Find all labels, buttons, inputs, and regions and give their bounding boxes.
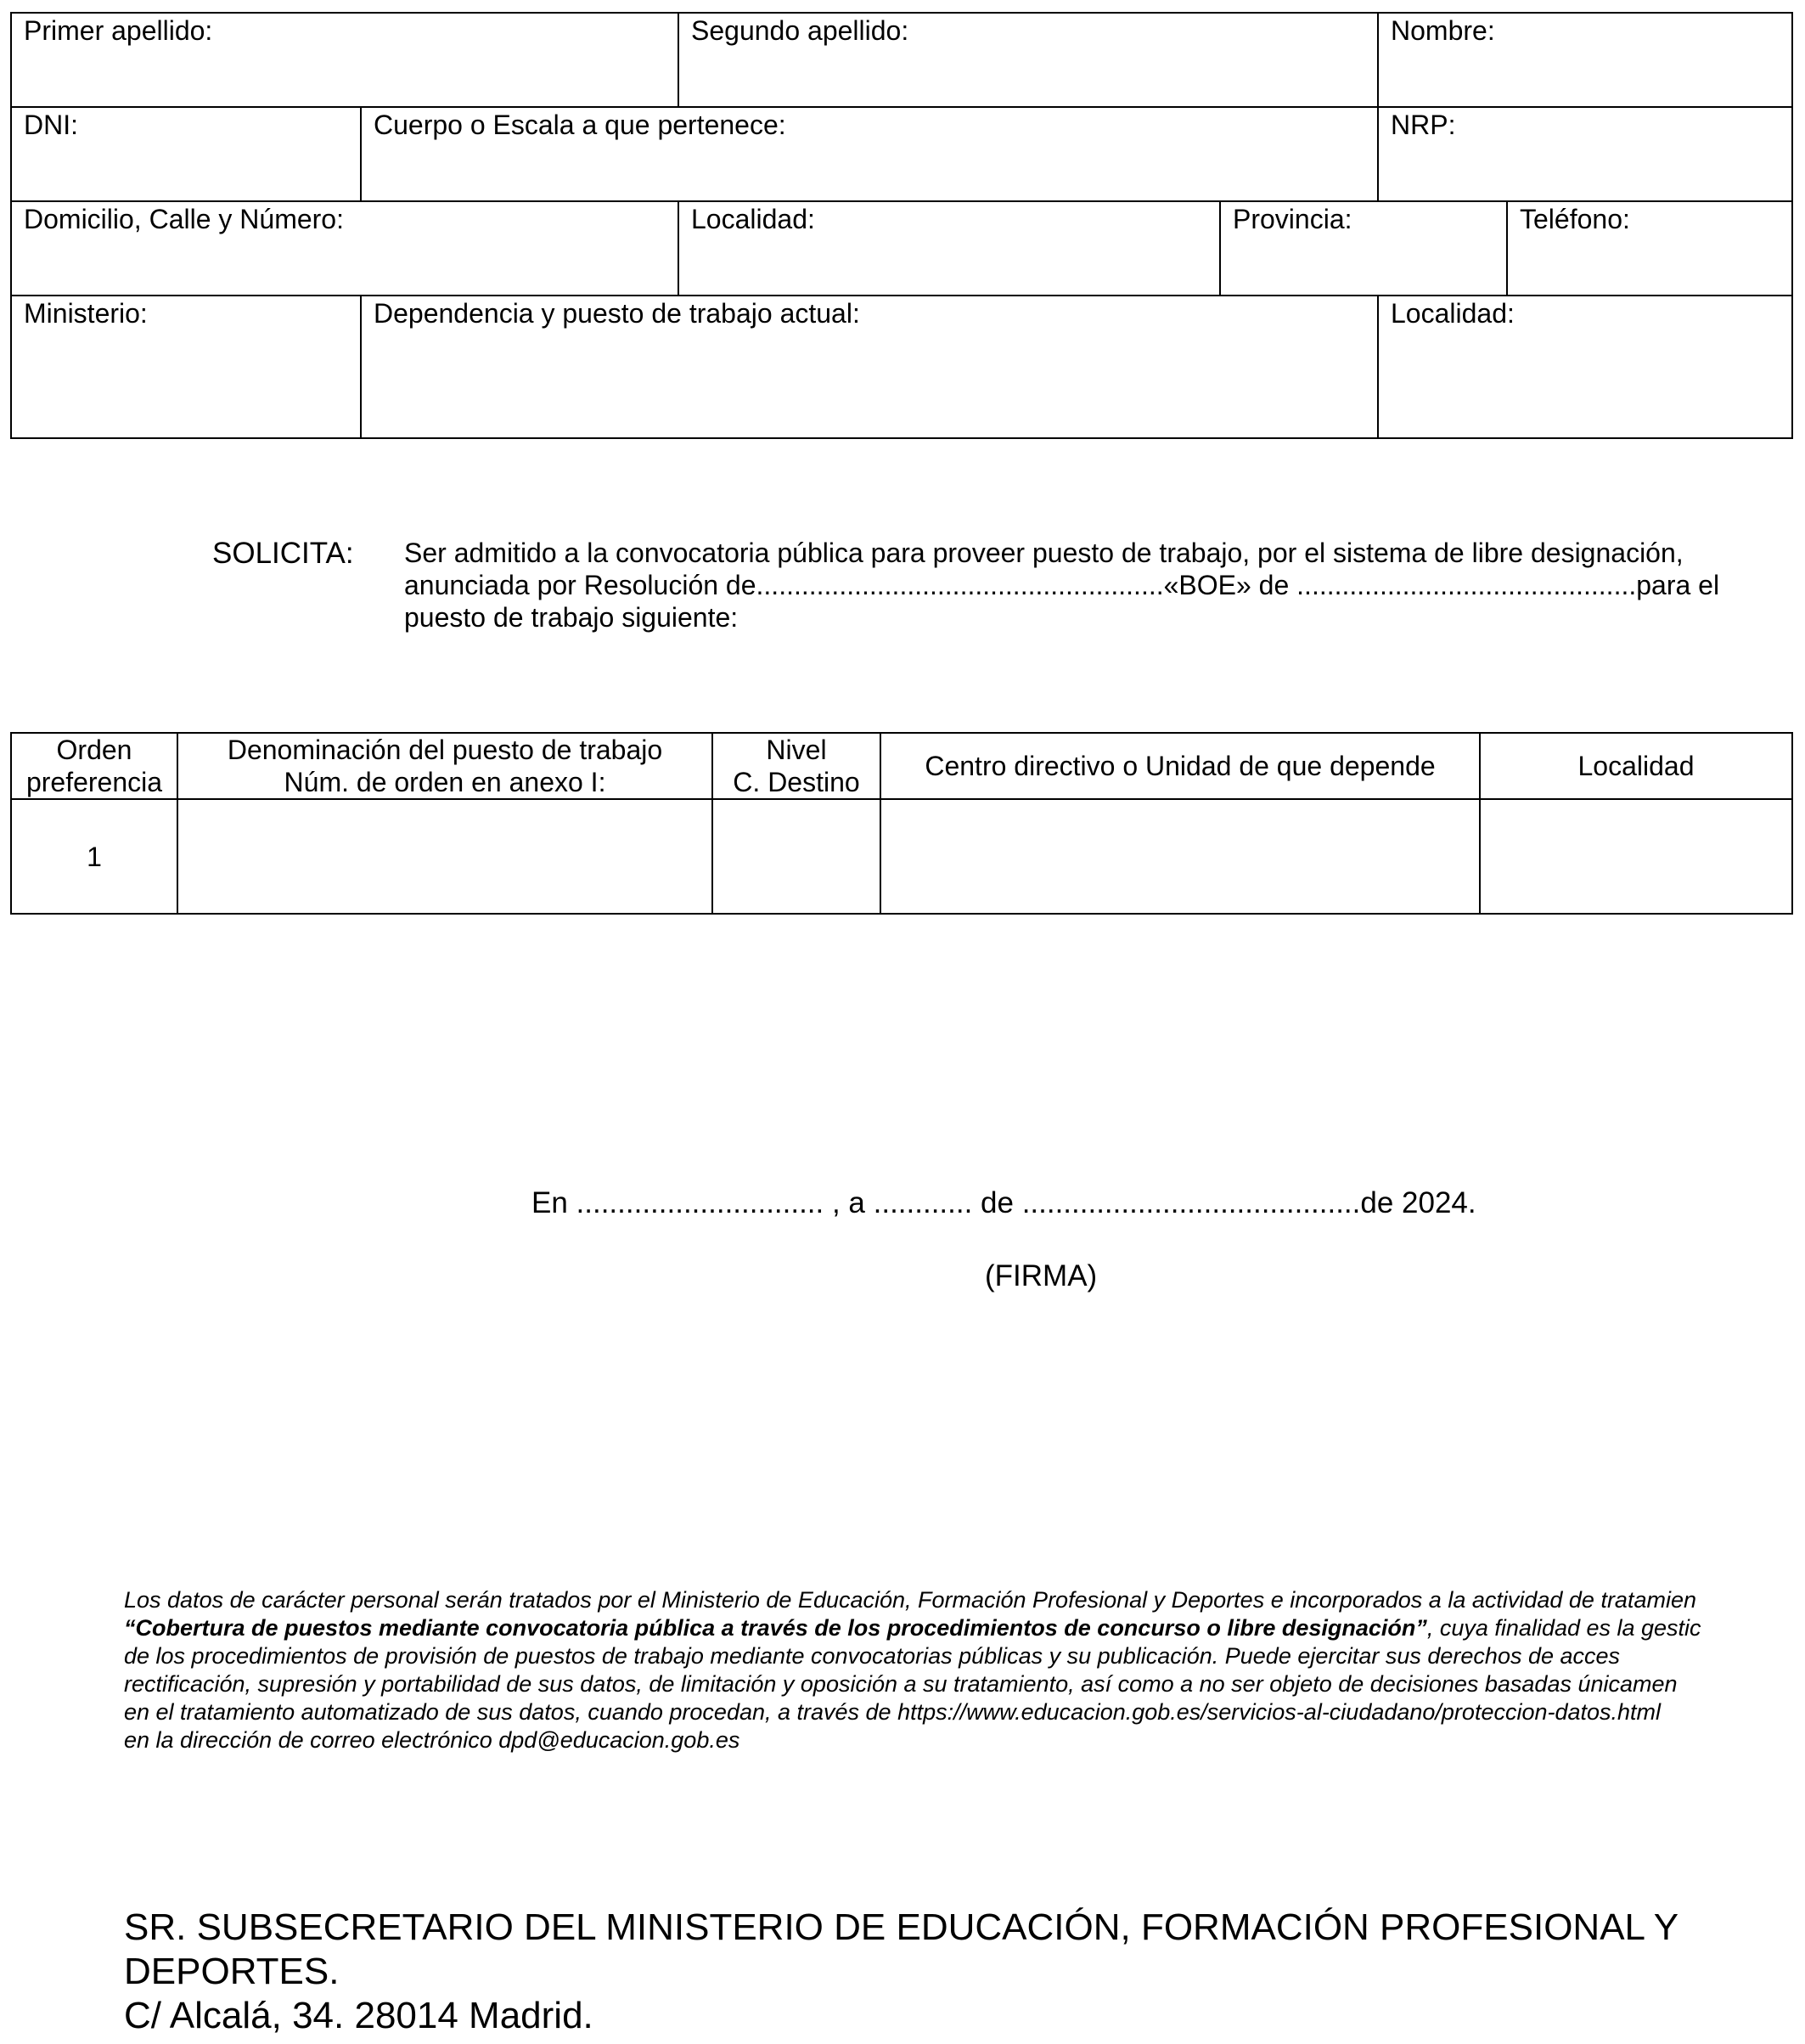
privacy-activity-name: “Cobertura de puestos mediante convocatoria pública a través de los procedimientos de concurso o libre designación” (124, 1615, 1427, 1641)
cuerpo-escala-label: Cuerpo o Escala a que pertenece: (374, 110, 786, 140)
domicilio-field[interactable] (10, 200, 679, 296)
telefono-field[interactable] (1506, 200, 1793, 296)
header-orden (10, 732, 178, 800)
header-orden-line-1: Orden (56, 735, 132, 765)
dni-label: DNI: (24, 110, 78, 140)
solicita-line-3: puesto de trabajo siguiente: (404, 602, 739, 633)
table-row-denominacion-cell[interactable] (177, 798, 713, 915)
privacy-line-3: de los procedimientos de provisión de puestos de trabajo mediante convocatorias públicas y su publicación. Puede ejercitar sus derechos de acces (124, 1643, 1621, 1669)
nrp-field[interactable] (1377, 106, 1793, 202)
header-nivel-line-2: C. Destino (733, 767, 860, 797)
solicita-line-2: anunciada por Resolución de......................................................«BOE» de .............................................para el (404, 570, 1720, 600)
privacy-line-5: en el tratamiento automatizado de sus datos, cuando procedan, a través de https://www.educacion.gob.es/servicios-al-ciudadano/proteccion-datos.html (124, 1699, 1662, 1725)
header-centro-directivo-text: Centro directivo o Unidad de que depende (925, 751, 1436, 781)
privacy-notice (124, 1586, 1805, 1754)
ministerio-field[interactable] (10, 295, 362, 439)
table-row-orden-cell[interactable] (10, 798, 178, 915)
localidad-actual-label: Localidad: (1391, 298, 1515, 329)
solicita-line-1: Ser admitido a la convocatoria pública para proveer puesto de trabajo, por el sistema de libre designación, (404, 538, 1684, 568)
privacy-line-6: en la dirección de correo electrónico dpd@educacion.gob.es (124, 1727, 740, 1753)
dependencia-field[interactable] (360, 295, 1379, 439)
header-orden-line-2: preferencia (25, 767, 163, 797)
telefono-label: Teléfono: (1520, 204, 1630, 234)
segundo-apellido-field[interactable] (678, 12, 1379, 108)
primer-apellido-field[interactable] (10, 12, 679, 108)
localidad-label: Localidad: (691, 204, 815, 234)
nombre-field[interactable] (1377, 12, 1793, 108)
solicita-text (404, 537, 1778, 633)
row-orden-value: 1 (87, 841, 102, 872)
ministerio-label: Ministerio: (24, 298, 148, 329)
localidad-actual-field[interactable] (1377, 295, 1793, 439)
fecha-line: En .............................. , a ............ de .........................................de 2024. (531, 1186, 1476, 1219)
header-localidad (1479, 732, 1793, 800)
header-nivel (711, 732, 881, 800)
addressee-line-2: DEPORTES. (124, 1951, 340, 1992)
header-centro-directivo (880, 732, 1481, 800)
domicilio-label: Domicilio, Calle y Número: (24, 204, 344, 234)
privacy-line-2 (124, 1614, 1805, 1642)
table-row-nivel-cell[interactable] (711, 798, 881, 915)
segundo-apellido-label: Segundo apellido: (691, 15, 909, 46)
provincia-field[interactable] (1219, 200, 1508, 296)
nombre-label: Nombre: (1391, 15, 1495, 46)
privacy-line-2-rest: , cuya finalidad es la gestic (1426, 1615, 1701, 1641)
localidad-field[interactable] (678, 200, 1221, 296)
privacy-line-1: Los datos de carácter personal serán tratados por el Ministerio de Educación, Formación Profesional y Deportes e incorporados a la actividad de tratamien (124, 1587, 1696, 1613)
cuerpo-escala-field[interactable] (360, 106, 1379, 202)
addressee-line-3: C/ Alcalá, 34. 28014 Madrid. (124, 1995, 593, 2036)
table-row-localidad-cell[interactable] (1479, 798, 1793, 915)
nrp-label: NRP: (1391, 110, 1456, 140)
header-localidad-text: Localidad (1577, 751, 1695, 781)
table-row-centro-cell[interactable] (880, 798, 1481, 915)
addressee-line-1: SR. SUBSECRETARIO DEL MINISTERIO DE EDUCACIÓN, FORMACIÓN PROFESIONAL Y (124, 1906, 1679, 1948)
header-denominacion-line-1: Denominación del puesto de trabajo (227, 735, 663, 765)
firma-label: (FIRMA) (985, 1259, 1098, 1292)
header-denominacion-line-2: Núm. de orden en anexo I: (284, 767, 606, 797)
dependencia-label: Dependencia y puesto de trabajo actual: (374, 298, 860, 329)
solicita-label: SOLICITA: (212, 537, 354, 570)
privacy-line-4: rectificación, supresión y portabilidad de sus datos, de limitación y oposición a su tratamiento, así como a no ser objeto de decisiones basadas únicamen (124, 1671, 1678, 1697)
header-nivel-line-1: Nivel (766, 735, 827, 765)
provincia-label: Provincia: (1233, 204, 1352, 234)
addressee-block (124, 1906, 1678, 2038)
header-denominacion (177, 732, 713, 800)
primer-apellido-label: Primer apellido: (24, 15, 213, 46)
dni-field[interactable] (10, 106, 362, 202)
